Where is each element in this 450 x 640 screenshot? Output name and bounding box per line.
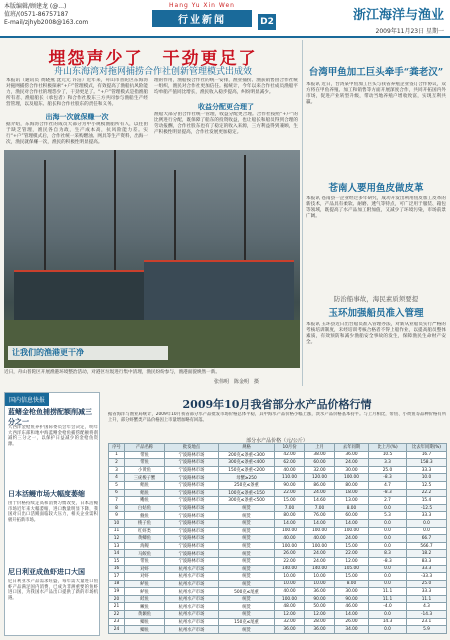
table-cell: 小黄鱼 bbox=[125, 466, 165, 474]
table-row bbox=[109, 595, 447, 603]
table-cell: 12.00 bbox=[275, 611, 305, 619]
table-cell: 0.0 bbox=[407, 519, 447, 527]
table-cell: 60.00 bbox=[305, 459, 335, 467]
table-cell: 33.3 bbox=[407, 466, 447, 474]
article-column: 本报讯（通讯员 黄晓燕 沈元元 许洁）近年来，舟山市普陀区东海湾对拖网捕捞合作社积极探索“+户”管理模式，有效提高了渔船抗风险能力，渔民对合作社的埋怨少了，干劲更足了。“+户”管理模式是指渔船所有者、渔船船长（承包者）和合作社股东三方共同参与渔船生产经营管理，以及船东、船长和合作社股东的责任和义务。 bbox=[6, 78, 148, 107]
table-row bbox=[109, 573, 447, 581]
table-cell: 12.00 bbox=[305, 611, 335, 619]
table-cell: 100.00 bbox=[335, 527, 369, 535]
table-cell: 杭州水产市场 bbox=[165, 603, 219, 611]
table-cell: 统货 bbox=[219, 626, 275, 634]
table-cell: 0.0 bbox=[369, 527, 407, 535]
table-cell: 宁波路林市场 bbox=[165, 466, 219, 474]
table-cell: 10.5 bbox=[369, 451, 407, 459]
table-cell: 10.00 bbox=[305, 580, 335, 588]
sidebar-tag: 国内信息快报 bbox=[5, 393, 49, 406]
table-cell: 60.00 bbox=[335, 512, 369, 520]
table-row bbox=[109, 542, 447, 550]
table-cell: 4 bbox=[109, 474, 125, 482]
issue-date: 2009年11月23日 星期一 bbox=[375, 28, 444, 35]
table-cell: 66.7 bbox=[407, 535, 447, 543]
boat-hull bbox=[144, 260, 294, 320]
table-cell: 90.00 bbox=[275, 481, 305, 489]
table-cell: 白姑鱼 bbox=[125, 504, 165, 512]
table-cell: 宁波路林市场 bbox=[165, 512, 219, 520]
table-cell: 11.1 bbox=[369, 588, 407, 596]
main-headline: 埋怨声少了 干劲更足了 bbox=[48, 49, 258, 69]
table-cell: 统货 bbox=[219, 580, 275, 588]
table-row bbox=[109, 489, 447, 497]
column-divider bbox=[302, 40, 303, 386]
table-cell: 40.00 bbox=[275, 466, 305, 474]
table-cell: 19 bbox=[109, 588, 125, 596]
table-cell: 30.00 bbox=[335, 466, 369, 474]
table-cell: 8.00 bbox=[335, 504, 369, 512]
table-row bbox=[109, 550, 447, 558]
table-cell: 宁波路林市场 bbox=[165, 527, 219, 535]
masthead-center bbox=[152, 2, 252, 27]
table-cell: 鳓鱼 bbox=[125, 497, 165, 505]
table-cell: 140.00 bbox=[305, 565, 335, 573]
table-cell: 0.0 bbox=[369, 565, 407, 573]
table-cell: 14 bbox=[109, 550, 125, 558]
table-cell: 40.00 bbox=[305, 535, 335, 543]
table-cell: 宁波路林市场 bbox=[165, 459, 219, 467]
table-cell: -8.3 bbox=[369, 489, 407, 497]
table-cell: 25.0 bbox=[407, 580, 447, 588]
table-cell: 7.00 bbox=[305, 504, 335, 512]
table-cell: 宁波路林市场 bbox=[165, 489, 219, 497]
table-cell: 33.3 bbox=[407, 588, 447, 596]
table-cell: 100克≤条重<150 bbox=[219, 489, 275, 497]
table-cell: 12 bbox=[109, 535, 125, 543]
table-row bbox=[109, 527, 447, 535]
table-cell: 18.2 bbox=[407, 550, 447, 558]
table-row bbox=[109, 466, 447, 474]
table-cell: 48.00 bbox=[275, 603, 305, 611]
table-cell: 6 bbox=[109, 489, 125, 497]
brief-text: 大西洋金枪鱼养护国际委员会年会决定，明年大西洋东部和地中海蓝鳍金枪鱼捕捞配额将削减约三分之一，以保护日益减少的金枪鱼资源。 bbox=[8, 425, 98, 447]
table-cell: 4.3 bbox=[407, 603, 447, 611]
table-cell: 黄颡鱼 bbox=[125, 611, 165, 619]
table-cell: 4.7 bbox=[369, 481, 407, 489]
table-cell: 12.00 bbox=[335, 557, 369, 565]
section-title: 行业新闻 bbox=[152, 10, 252, 27]
table-cell: 13 bbox=[109, 542, 125, 550]
table-cell: 统货 bbox=[219, 557, 275, 565]
table-cell: 17 bbox=[109, 573, 125, 581]
table-cell: 2 bbox=[109, 459, 125, 467]
table-cell: 8 bbox=[109, 504, 125, 512]
table-header-cell: 去年同期 bbox=[335, 444, 369, 452]
table-cell: -8.3 bbox=[369, 557, 407, 565]
table-cell: -33.3 bbox=[407, 573, 447, 581]
photo-credit: 张伟明 陈金明 摄 bbox=[214, 379, 260, 385]
table-row bbox=[109, 519, 447, 527]
table-cell: 0.0 bbox=[369, 535, 407, 543]
table-cell: 36.00 bbox=[305, 626, 335, 634]
table-cell: 158.3 bbox=[407, 459, 447, 467]
newspaper-logo: 浙江海洋与渔业 bbox=[352, 8, 444, 23]
table-cell: 100.00 bbox=[305, 542, 335, 550]
table-cell: 统货 bbox=[219, 542, 275, 550]
table-cell: 62.00 bbox=[275, 459, 305, 467]
table-cell: 鮸鱼 bbox=[125, 512, 165, 520]
table-cell: 21 bbox=[109, 603, 125, 611]
table-row bbox=[109, 504, 447, 512]
table-cell: 8.00 bbox=[335, 580, 369, 588]
boat-hull bbox=[14, 270, 154, 320]
contact-line: 值班/(0571-86757187 bbox=[4, 11, 69, 18]
table-row bbox=[109, 557, 447, 565]
table-cell: 宁波路林市场 bbox=[165, 519, 219, 527]
table-cell: 10.00 bbox=[275, 580, 305, 588]
section-heading: 出海一次就保赚一次 bbox=[45, 113, 109, 121]
table-cell: 杭州水产市场 bbox=[165, 588, 219, 596]
table-cell: 统货 bbox=[219, 573, 275, 581]
table-cell: 15 bbox=[109, 557, 125, 565]
table-cell: 14.00 bbox=[305, 519, 335, 527]
table-cell: 20 bbox=[109, 595, 125, 603]
table-cell: 24.00 bbox=[335, 459, 369, 467]
table-row bbox=[109, 618, 447, 626]
table-cell: 18 bbox=[109, 580, 125, 588]
table-cell: 90.00 bbox=[305, 595, 335, 603]
price-table bbox=[108, 443, 447, 634]
table-cell: 0.0 bbox=[369, 611, 407, 619]
table-row bbox=[109, 451, 447, 459]
table-cell: 梭子鱼 bbox=[125, 519, 165, 527]
photo-caption: 让我们的渔港更干净 bbox=[8, 346, 168, 360]
table-cell: 带鱼 bbox=[125, 557, 165, 565]
table-cell: 3.3 bbox=[369, 459, 407, 467]
table-cell: 统货 bbox=[219, 512, 275, 520]
table-cell: 5 bbox=[109, 481, 125, 489]
table-cell: 100.00 bbox=[335, 474, 369, 482]
table-cell: 22.00 bbox=[275, 489, 305, 497]
table-cell: 76.00 bbox=[305, 512, 335, 520]
table-cell: -14.3 bbox=[407, 611, 447, 619]
main-subhead: 舟山东海湾对拖网捕捞合作社创新管理模式出成效 bbox=[53, 67, 252, 77]
table-cell: 10.00 bbox=[305, 573, 335, 581]
table-header-row bbox=[109, 444, 447, 452]
brief-text: 由于价格持续走高和消费习惯改变，日本活鳗市场近年来大幅萎缩，进口数量明显下降，我国对日出口活鳗面临较大压力，相关企业需积极开拓新市场。 bbox=[8, 501, 98, 523]
table-cell: 杭州水产市场 bbox=[165, 565, 219, 573]
table-row bbox=[109, 474, 447, 482]
table-cell: 鲳鱼 bbox=[125, 489, 165, 497]
table-row bbox=[109, 565, 447, 573]
table-cell: 宁波路林市场 bbox=[165, 481, 219, 489]
table-cell: 22 bbox=[109, 611, 125, 619]
table-cell: 22.00 bbox=[335, 550, 369, 558]
table-cell: 杭州水产市场 bbox=[165, 573, 219, 581]
table-cell: 11 bbox=[109, 527, 125, 535]
table-cell: 22.00 bbox=[275, 557, 305, 565]
table-cell: 40.00 bbox=[275, 535, 305, 543]
table-cell: 15.00 bbox=[335, 542, 369, 550]
table-cell: 宁波路林市场 bbox=[165, 542, 219, 550]
table-cell: 鲫鱼 bbox=[125, 618, 165, 626]
table-row bbox=[109, 611, 447, 619]
table-cell: 杭州水产市场 bbox=[165, 595, 219, 603]
table-cell: 统货 bbox=[219, 565, 275, 573]
table-cell: 566.7 bbox=[407, 542, 447, 550]
table-caption: 部分水产品价格（元/公斤） bbox=[246, 438, 308, 444]
table-row bbox=[109, 603, 447, 611]
table-row bbox=[109, 535, 447, 543]
table-cell: 80.00 bbox=[275, 512, 305, 520]
table-cell: 110.00 bbox=[275, 474, 305, 482]
table-cell: 100.00 bbox=[275, 595, 305, 603]
table-cell: 15.00 bbox=[335, 573, 369, 581]
masthead-contact bbox=[4, 3, 88, 27]
table-cell: 鲳鱼 bbox=[125, 481, 165, 489]
article-title: 苍南人要用鱼皮做皮革 bbox=[328, 183, 424, 194]
table-cell: 300克≤条重<500 bbox=[219, 497, 275, 505]
table-cell: 8.3 bbox=[369, 550, 407, 558]
table-cell: 80.00 bbox=[335, 481, 369, 489]
brief-title: 尼日利亚成鱼虾进口大国 bbox=[8, 567, 85, 576]
table-cell: 5.3 bbox=[369, 512, 407, 520]
table-cell: 14.00 bbox=[335, 519, 369, 527]
article-title: 台湾甲鱼加工巨头牵手“粪老汉” bbox=[308, 67, 444, 78]
article-kicker: 防治船事故，海民素质须要提 bbox=[333, 295, 419, 303]
table-header-cell: 批发地点 bbox=[165, 444, 219, 452]
harbor-water bbox=[4, 320, 300, 368]
table-cell: 36.00 bbox=[305, 588, 335, 596]
table-cell: 13.00 bbox=[335, 497, 369, 505]
table-cell: 40.00 bbox=[275, 588, 305, 596]
table-cell: 海鳗 bbox=[125, 542, 165, 550]
table-cell: 26.00 bbox=[335, 618, 369, 626]
table-cell: 100.00 bbox=[275, 542, 305, 550]
table-cell: 50.00 bbox=[305, 603, 335, 611]
contact-line: E-mail/zjhyb2008@163.com bbox=[4, 19, 89, 26]
table-cell: 22.2 bbox=[407, 489, 447, 497]
table-cell: 宁波路林市场 bbox=[165, 535, 219, 543]
table-cell: 300克≤条重<400 bbox=[219, 459, 275, 467]
article-text: 本报讯 近日，台湾某甲鱼加工巨头与我省养殖企业签订合作协议，双方将在甲鱼养殖、加工和销售等方面开展深度合作，共同开拓国内外市场，促进产业转型升级，带动当地养殖户增收致富，实现互利共赢。 bbox=[306, 82, 446, 105]
price-article-title: 2009年10月我省部分水产品价格行情 bbox=[182, 398, 372, 411]
table-cell: 12.5 bbox=[407, 481, 447, 489]
table-cell: 25.0 bbox=[369, 466, 407, 474]
table-cell: 24.00 bbox=[305, 550, 335, 558]
table-row bbox=[109, 497, 447, 505]
table-cell: 250克≤条重 bbox=[219, 481, 275, 489]
table-row bbox=[109, 580, 447, 588]
table-cell: 16.7 bbox=[407, 451, 447, 459]
table-cell: 24.00 bbox=[305, 557, 335, 565]
table-cell: 对虾 bbox=[125, 573, 165, 581]
table-cell: 23 bbox=[109, 618, 125, 626]
table-cell: 三疣梭子蟹 bbox=[125, 474, 165, 482]
table-header-cell: 上月 bbox=[305, 444, 335, 452]
table-cell: 46.00 bbox=[335, 603, 369, 611]
table-cell: 5.9 bbox=[407, 626, 447, 634]
table-cell: 11.1 bbox=[407, 595, 447, 603]
table-cell: 24.00 bbox=[335, 535, 369, 543]
table-row bbox=[109, 588, 447, 596]
table-cell: 统货 bbox=[219, 550, 275, 558]
article-column: 据介绍，东海湾合作社的成员大部分为中小规模渔船所有人，以往由于缺乏管理，渔民各自为政，生产成本高，抗风险能力差。实行“+户”管理模式后，合作社统一采购燃油、网具等生产资料，出海一次，渔民就保赚一次，渔民的积极性明显提高。 bbox=[6, 122, 148, 145]
table-row bbox=[109, 481, 447, 489]
table-header-cell: 10月份 bbox=[275, 444, 305, 452]
article-column: 理的作用，渔船按合作社的统一安排，渔业捕捞、渔获销售由合作社统一组织，渔民对合作社更加信任。据统计，今年以来合作社成员渔船平均单船产值同比增长，渔民收入稳步提高，纠纷明显减少。 bbox=[154, 78, 298, 95]
table-cell: 14.60 bbox=[305, 497, 335, 505]
table-cell: 7.00 bbox=[275, 504, 305, 512]
brief-title: 日本活鳗市场大幅度萎缩 bbox=[8, 489, 85, 498]
table-cell: 宁波路林市场 bbox=[165, 504, 219, 512]
table-cell: 带鱼 bbox=[125, 451, 165, 459]
table-cell: 14.3 bbox=[369, 618, 407, 626]
table-cell: 2.7 bbox=[369, 497, 407, 505]
table-cell: 15.4 bbox=[407, 497, 447, 505]
brief-title: 蓝鳍金枪鱼捕捞配额削减三分之一 bbox=[8, 407, 92, 426]
article-column: 渔船大部分由合作社统一管理，收益分配更合理。合作社按照“+户”的比例进行分配，既保障了船东的投资收益，也让船长和船员得到合理的劳动报酬，合作社股东也有了稳定的收入来源，三方利益得到兼顾，生产积极性明显提高，合作社发展更加稳定。 bbox=[154, 112, 298, 135]
table-cell: 34.00 bbox=[335, 626, 369, 634]
table-cell: 杭州水产市场 bbox=[165, 580, 219, 588]
contact-line: 本版编辑/顾建龙 (@...) bbox=[4, 3, 67, 10]
table-row bbox=[109, 626, 447, 634]
table-cell: 统货 bbox=[219, 535, 275, 543]
table-cell: 统货 bbox=[219, 504, 275, 512]
table-cell: 32.00 bbox=[305, 466, 335, 474]
table-cell: 鲈鱼 bbox=[125, 588, 165, 596]
table-cell: 38.00 bbox=[305, 451, 335, 459]
table-cell: 统货 bbox=[219, 595, 275, 603]
table-cell: 统货 bbox=[219, 519, 275, 527]
table-cell: 83.3 bbox=[407, 557, 447, 565]
table-cell: 鲈鱼 bbox=[125, 580, 165, 588]
table-cell: 105.00 bbox=[335, 565, 369, 573]
table-cell: 24 bbox=[109, 626, 125, 634]
table-cell: 0.0 bbox=[369, 504, 407, 512]
table-cell: 0.0 bbox=[369, 542, 407, 550]
table-cell: 带鱼 bbox=[125, 459, 165, 467]
table-cell: -4.0 bbox=[369, 603, 407, 611]
table-cell: 33.3 bbox=[407, 565, 447, 573]
table-cell: 杭州水产市场 bbox=[165, 611, 219, 619]
table-cell: 统货 bbox=[219, 603, 275, 611]
table-cell: 150克≤尾重 bbox=[219, 618, 275, 626]
table-cell: 1 bbox=[109, 451, 125, 459]
table-cell: 100.00 bbox=[305, 527, 335, 535]
table-cell: 杭州水产市场 bbox=[165, 626, 219, 634]
table-cell: 7 bbox=[109, 497, 125, 505]
table-cell: 86.00 bbox=[305, 481, 335, 489]
table-cell: 鳜鱼 bbox=[125, 603, 165, 611]
table-cell: 0.0 bbox=[369, 626, 407, 634]
table-cell: 15.00 bbox=[275, 497, 305, 505]
table-cell: 0.0 bbox=[407, 527, 447, 535]
brief-text: 尼日利亚水产品需求旺盛，每年需大量进口鱼虾产品满足国内消费，已成为非洲重要的鱼虾进口国，为我国水产品出口提供了新的市场机遇。 bbox=[8, 579, 98, 601]
table-cell: 16 bbox=[109, 565, 125, 573]
table-cell: 马鲛鱼 bbox=[125, 550, 165, 558]
table-cell: 9 bbox=[109, 512, 125, 520]
table-cell: 14.00 bbox=[335, 611, 369, 619]
table-cell: 宁波路林市场 bbox=[165, 497, 219, 505]
page-badge: D2 bbox=[258, 14, 276, 30]
table-cell: 黄鲫鱼 bbox=[125, 535, 165, 543]
table-cell: 120.00 bbox=[305, 474, 335, 482]
news-brief-sidebar bbox=[4, 392, 100, 636]
table-cell: 3 bbox=[109, 466, 125, 474]
article-text: 本报讯 玉环县近日出台船员准入管理办法，对新从业船员实行严格的考核培训制度，未经培训考核合格者不得上船作业，以提高船员整体素质，有效预防和减少渔船安全事故的发生，保障渔民生命财产安全。 bbox=[306, 322, 446, 345]
table-cell: 150克≤条重<200 bbox=[219, 466, 275, 474]
table-cell: 32.00 bbox=[275, 618, 305, 626]
table-cell: 0.0 bbox=[369, 573, 407, 581]
table-header-cell: 序号 bbox=[109, 444, 125, 452]
table-cell: 36.00 bbox=[335, 451, 369, 459]
table-cell: 杭州水产市场 bbox=[165, 618, 219, 626]
table-cell: 红虾类 bbox=[125, 527, 165, 535]
table-cell: 10.00 bbox=[275, 573, 305, 581]
table-cell: 33.3 bbox=[407, 512, 447, 520]
table-header-cell: 规格 bbox=[219, 444, 275, 452]
table-cell: 14.00 bbox=[275, 519, 305, 527]
article-title: 玉环加强船员准入管理 bbox=[328, 308, 424, 319]
section-heading: 收益分配更合理了 bbox=[198, 103, 254, 111]
table-cell: 26.00 bbox=[275, 550, 305, 558]
table-cell: 140.00 bbox=[275, 565, 305, 573]
table-cell: 30.00 bbox=[335, 588, 369, 596]
table-cell: 对虾 bbox=[125, 565, 165, 573]
table-cell: 36.00 bbox=[275, 626, 305, 634]
section-pinyin: Hang Yu Xin Wen bbox=[169, 2, 235, 9]
table-cell: 鲑鱼 bbox=[125, 595, 165, 603]
table-cell: 500克≤尾重 bbox=[219, 588, 275, 596]
table-cell: 10 bbox=[109, 519, 125, 527]
table-cell: 宁波路林市场 bbox=[165, 550, 219, 558]
table-cell: -8.3 bbox=[369, 474, 407, 482]
table-cell: 11.1 bbox=[369, 595, 407, 603]
table-cell: 42.00 bbox=[275, 451, 305, 459]
table-cell: 宁波路林市场 bbox=[165, 474, 219, 482]
table-cell: 宁波路林市场 bbox=[165, 451, 219, 459]
price-article-intro: 据省海洋与渔业局统计，2009年10月我省部分水产品批发市场价格总体平稳，其中海水产品价格小幅上涨，淡水产品价格基本持平。与上月相比，带鱼、小黄鱼等品种价格有所上升，部分虾蟹类产品价格因上市量增加略有回落。 bbox=[108, 412, 446, 423]
table-header-cell: 产品名称 bbox=[125, 444, 165, 452]
table-cell: 宁波路林市场 bbox=[165, 557, 219, 565]
table-cell: 23.1 bbox=[407, 618, 447, 626]
table-cell: 24.00 bbox=[305, 489, 335, 497]
photo-note: 近日，舟山普陀区开展渔港环境整治活动，对港区垃圾进行集中清理，渔民纷纷参与，渔港面貌焕然一新。 bbox=[4, 370, 220, 375]
table-header-cell: 比上月(%) bbox=[369, 444, 407, 452]
masthead bbox=[0, 0, 450, 38]
table-cell: -12.5 bbox=[407, 504, 447, 512]
table-cell: 0.0 bbox=[369, 580, 407, 588]
table-cell: 28.00 bbox=[305, 618, 335, 626]
table-cell: 10.0 bbox=[407, 474, 447, 482]
table-header-cell: 比去年同期(%) bbox=[407, 444, 447, 452]
harbor-photo bbox=[4, 150, 300, 368]
table-cell: 90.00 bbox=[335, 595, 369, 603]
table-row bbox=[109, 512, 447, 520]
table-row bbox=[109, 459, 447, 467]
table-cell: 统货 bbox=[219, 527, 275, 535]
article-text: 本报讯 苍南县一企业经过多年研究，成功开发出利用鱼皮加工皮革的新技术，产品具有柔软、耐磨、透气等特点，可广泛用于服装、箱包等领域，既提高了水产品加工附加值，又减少了环境污染，市场前景广阔。 bbox=[306, 196, 446, 219]
table-cell: 鲫鱼 bbox=[125, 626, 165, 634]
table-cell: 100.00 bbox=[275, 527, 305, 535]
table-cell: 统货 bbox=[219, 611, 275, 619]
table-cell: 18.00 bbox=[335, 489, 369, 497]
table-cell: 0.0 bbox=[369, 519, 407, 527]
table-cell: 母蟹≥250 bbox=[219, 474, 275, 482]
table-cell: 200克≤条重<300 bbox=[219, 451, 275, 459]
